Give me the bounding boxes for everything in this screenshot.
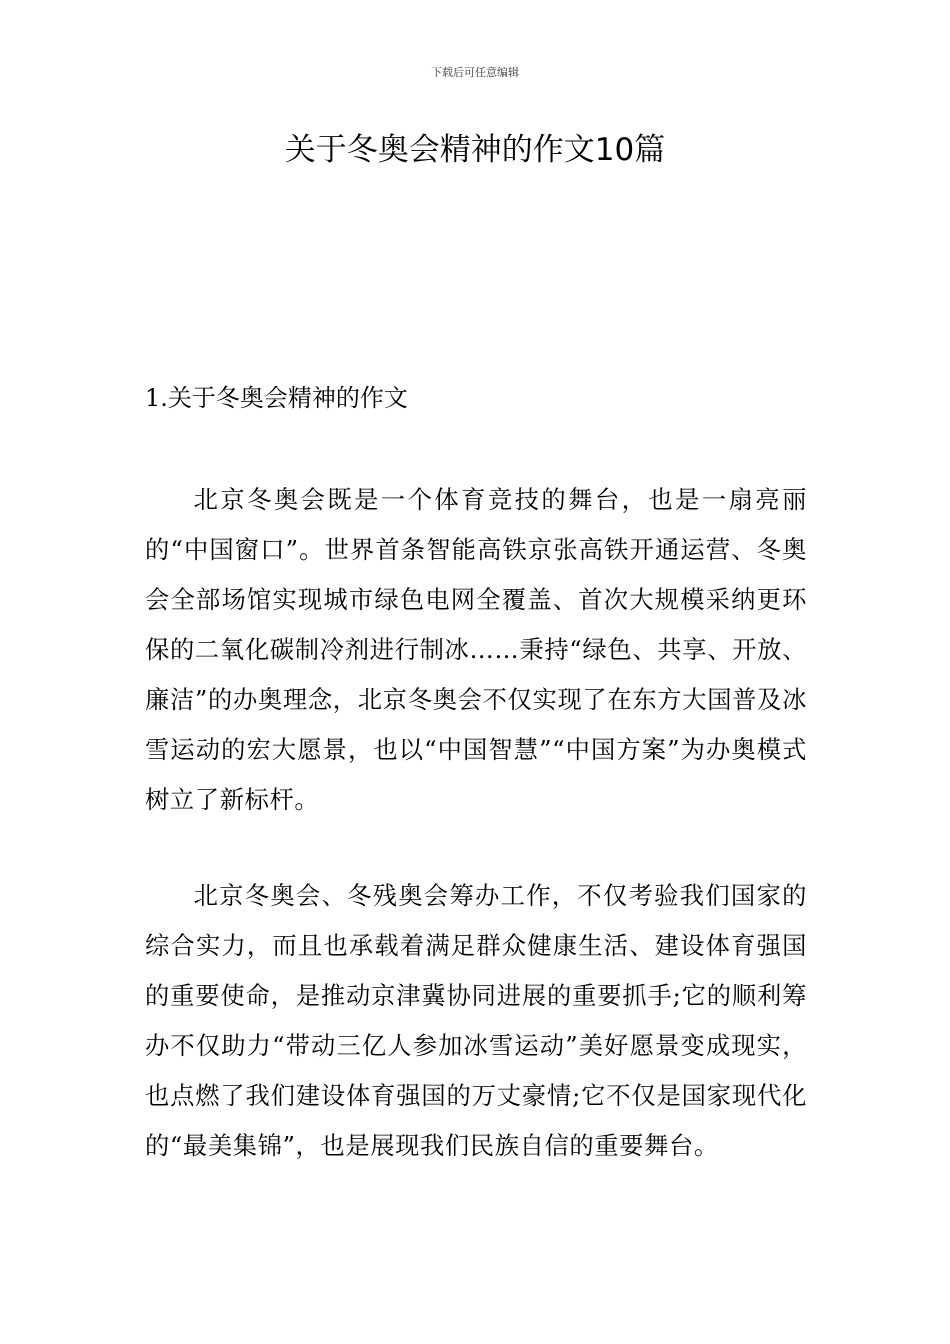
paragraph: 北京冬奥会、冬残奥会筹办工作，不仅考验我们国家的综合实力，而且也承载着满足群众健康生活、建设体育强国的重要使命，是推动京津冀协同进展的重要抓手;它的顺利筹办不仅助力“带动三亿人参加冰雪运动”美好愿景变成现实，也点燃了我们建设体育强国的万丈豪情;它不仅是国家现代化的“最美集锦”，也是展现我们民族自信的重要舞台。 xyxy=(145,881,807,1160)
document-title: 关于冬奥会精神的作文10篇 xyxy=(284,132,666,168)
section-heading: 1.关于冬奥会精神的作文 xyxy=(145,384,408,412)
header-note: 下载后可任意编辑 xyxy=(431,66,519,79)
paragraph: 北京冬奥会既是一个体育竞技的舞台，也是一扇亮丽的“中国窗口”。世界首条智能高铁京张高铁开通运营、冬奥会全部场馆实现城市绿色电网全覆盖、首次大规模采纳更环保的二氧化碳制冷剂进行制冰……秉持“绿色、共享、开放、廉洁”的办奥理念，北京冬奥会不仅实现了在东方大国普及冰雪运动的宏大愿景，也以“中国智慧”“中国方案”为办奥模式树立了新标杆。 xyxy=(145,485,807,814)
